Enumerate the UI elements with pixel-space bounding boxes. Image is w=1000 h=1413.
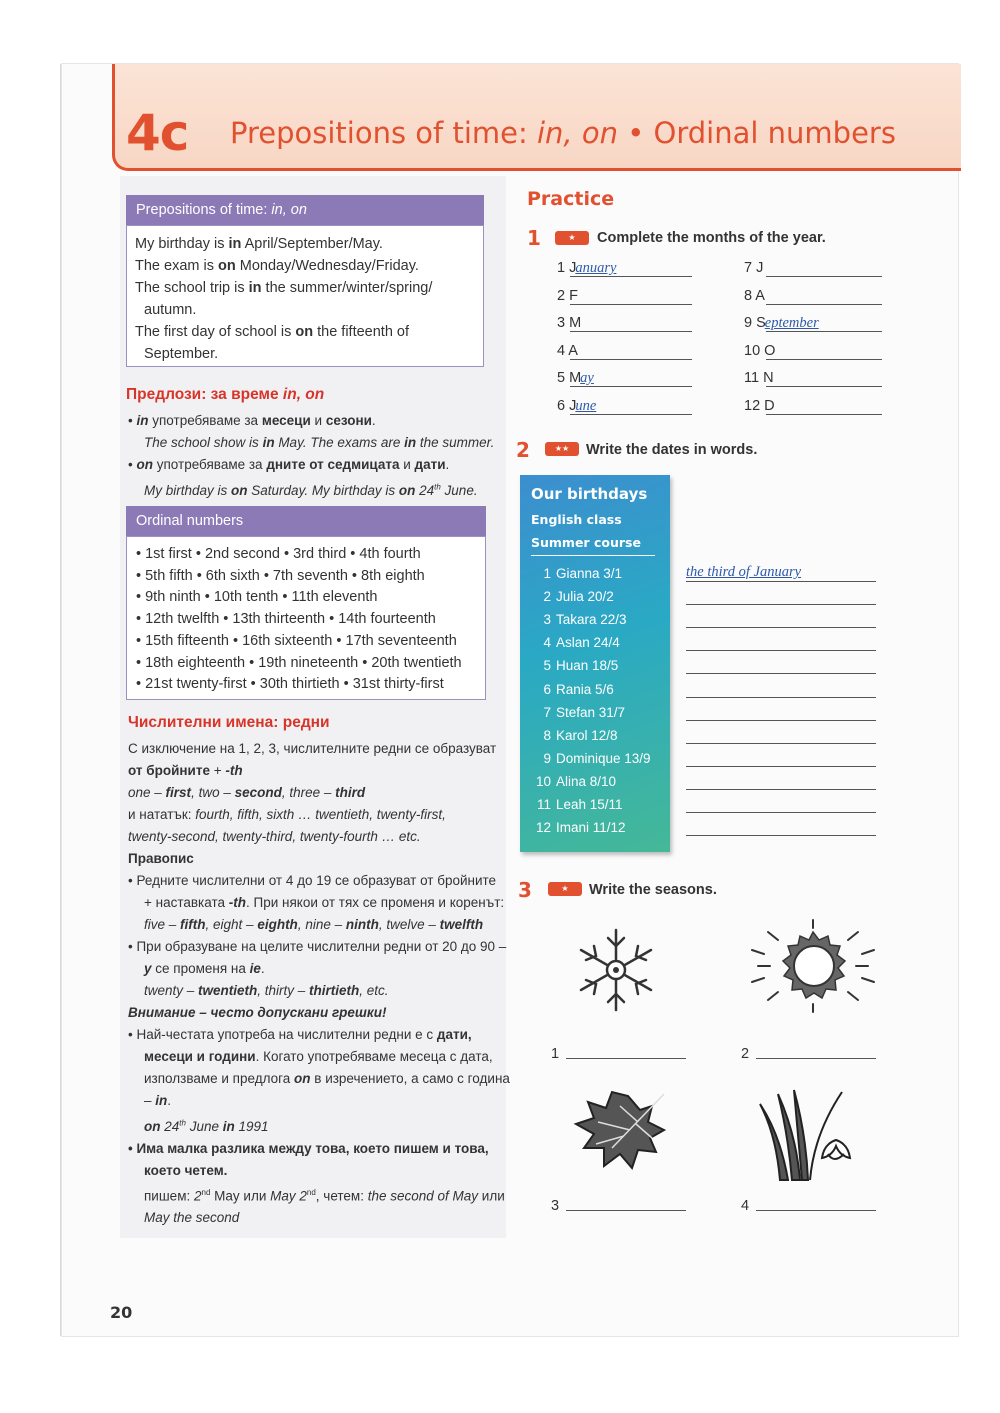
season-answer-blank[interactable] xyxy=(566,1210,686,1211)
birthday-text: Imani 11/12 xyxy=(556,820,626,836)
birthday-text: Dominique 13/9 xyxy=(556,750,651,766)
birthday-text: Gianna 3/1 xyxy=(556,566,623,581)
unit-number: 4c xyxy=(126,104,189,162)
birthday-text: Aslan 24/4 xyxy=(556,635,620,651)
answer-blank xyxy=(686,743,876,744)
season-answer-blank[interactable] xyxy=(566,1058,686,1059)
answer-blank xyxy=(570,276,692,277)
card-divider xyxy=(531,555,655,556)
example-line: The school trip is in the summer/winter/spring/ xyxy=(135,280,433,296)
birthday-number: 12 xyxy=(535,820,551,836)
month-answer[interactable]: eptember xyxy=(764,315,819,331)
date-answer[interactable]: the third of January xyxy=(686,564,802,580)
answer-blank xyxy=(570,386,692,387)
birthday-item xyxy=(531,682,661,697)
card-title: Our birthdays xyxy=(531,485,648,503)
answer-blank xyxy=(766,304,882,305)
month-label: 8 A xyxy=(744,287,765,304)
exercise-3-number: 3 xyxy=(518,878,532,902)
answer-blank xyxy=(766,331,882,332)
season-answer-blank[interactable] xyxy=(756,1058,876,1059)
prepositions-box-heading: Prepositions of time: in, on xyxy=(126,195,484,225)
month-label: 4 A xyxy=(557,342,578,359)
answer-blank xyxy=(686,673,876,674)
ordinal-line: • 5th fifth • 6th sixth • 7th seventh • 8th eighth xyxy=(136,567,425,584)
sun-icon xyxy=(748,918,878,1014)
exercise-1-instruction: Complete the months of the year. xyxy=(597,230,826,246)
season-answer-blank[interactable] xyxy=(756,1210,876,1211)
birthday-item xyxy=(531,635,661,650)
exercise-2-instruction: Write the dates in words. xyxy=(586,442,758,458)
birthday-number: 10 xyxy=(535,773,551,789)
season-number: 4 xyxy=(741,1198,750,1214)
birthday-text: Leah 15/11 xyxy=(556,797,623,812)
example-line: My birthday is in April/September/May. xyxy=(135,236,383,252)
birthday-number: 6 xyxy=(543,681,551,697)
season-number: 3 xyxy=(551,1198,560,1214)
birthday-number: 5 xyxy=(543,658,551,674)
month-label: 7 J xyxy=(744,260,764,276)
ordinal-line: • 15th fifteenth • 16th sixteenth • 17th seventeenth xyxy=(136,632,457,649)
bg-ordinals-notes: С изключение на 1, 2, 3, числителните редни се образуват от бройните + -th one – first, two – second, three – third и нататък: fourth, fifth, sixth … twentieth, twenty-first, twenty-second, twenty-third, twenty-fourth … etc. Правопис • Редните числителни от 4 до 19 се образуват от бройните + наставката -th. При някои от тях се променя и коренът: five – fifth, eight – eighth, nine – ninth, twelve – twelfth • При образуване на целите числителни редни от 20 до 90 – y се променя на ie. twenty – twentieth, thirty – thirtieth, etc. Внимание – често допускани грешки! • Най-честата употреба на числителни редни е с дати, месеци и години. Когато употребяваме месеца с дата, използваме и предлога on в изречението, а само с година – in. on 24th June in 1991 • Има малка разлика между това, което пишем и това, което четем. пишем: 2nd May или May 2nd, четем: the second of May или May the second xyxy=(128,741,510,1225)
month-label: 5 M xyxy=(557,370,582,386)
level-badge: ★★ xyxy=(545,442,579,456)
answer-blank xyxy=(686,604,876,605)
birthday-text: Alina 8/10 xyxy=(556,773,617,789)
birthday-number: 7 xyxy=(543,704,551,720)
birthday-text: Stefan 31/7 xyxy=(556,704,626,720)
month-label: 11 N xyxy=(744,370,774,386)
birthday-item xyxy=(531,820,661,835)
answer-blank xyxy=(766,359,882,360)
month-answer[interactable]: ay xyxy=(580,370,594,386)
example-line: The exam is on Monday/Wednesday/Friday. xyxy=(135,258,419,274)
answer-blank xyxy=(686,581,876,582)
month-answer[interactable]: anuary xyxy=(575,260,617,276)
card-subtitle: Summer course xyxy=(531,535,641,550)
season-number: 2 xyxy=(741,1046,750,1062)
answer-blank xyxy=(766,414,882,415)
ordinal-box-heading: Ordinal numbers xyxy=(126,506,486,536)
birthday-item xyxy=(531,728,661,743)
rule-line: • in употребяваме за месеци и сезони. xyxy=(128,413,376,428)
birthday-text: Rania 5/6 xyxy=(556,681,614,697)
answer-blank xyxy=(686,650,876,651)
exercise-3-instruction: Write the seasons. xyxy=(589,882,717,898)
answer-blank xyxy=(686,697,876,698)
birthday-item xyxy=(531,705,661,720)
birthday-item xyxy=(531,612,661,627)
snowflake-icon xyxy=(566,924,666,1016)
month-label: 12 D xyxy=(744,397,775,414)
birthday-number: 11 xyxy=(536,797,551,812)
rule-line: • on употребяваме за дните от седмицата и дати. xyxy=(128,457,450,472)
season-number: 1 xyxy=(551,1046,560,1062)
answer-blank xyxy=(766,386,882,387)
birthday-number: 3 xyxy=(543,612,551,628)
page-title: Prepositions of time: in, on • Ordinal numbers xyxy=(230,116,896,150)
birthday-text: Karol 12/8 xyxy=(556,727,618,743)
answer-blank xyxy=(686,720,876,721)
month-label: 10 O xyxy=(744,342,776,359)
bg-prepositions-title: Предлози: за време in, on xyxy=(126,386,325,403)
ordinal-line: • 18th eighteenth • 19th nineteenth • 20th twentieth xyxy=(136,654,462,671)
exercise-1-number: 1 xyxy=(527,226,541,250)
birthday-number: 8 xyxy=(543,727,551,743)
birthday-text: Julia 20/2 xyxy=(556,589,614,605)
answer-blank xyxy=(686,812,876,813)
rule-example: My birthday is on Saturday. My birthday is on 24th June. xyxy=(144,482,478,498)
practice-heading: Practice xyxy=(527,188,615,210)
bg-ordinals-title: Числителни имена: редни xyxy=(128,714,330,731)
bg-prepositions-notes xyxy=(128,410,494,502)
example-line: September. xyxy=(144,346,219,362)
ordinal-box xyxy=(126,536,486,700)
answer-blank xyxy=(686,766,876,767)
answer-blank xyxy=(570,304,692,305)
ordinal-line: • 1st first • 2nd second • 3rd third • 4th fourth xyxy=(136,546,421,562)
answer-blank xyxy=(570,359,692,360)
month-label: 2 F xyxy=(557,287,578,304)
answer-blank xyxy=(686,789,876,790)
answer-blank xyxy=(686,835,876,836)
answer-blank xyxy=(766,276,882,277)
answer-blank xyxy=(570,331,692,332)
birthday-item xyxy=(531,566,661,581)
birthday-item xyxy=(531,774,661,789)
month-label: 3 M xyxy=(557,315,582,331)
birthday-text: Huan 18/5 xyxy=(556,658,619,674)
snowdrop-icon xyxy=(754,1084,874,1184)
birthday-item xyxy=(531,751,661,766)
birthday-text: Takara 22/3 xyxy=(556,612,627,628)
birthday-number: 4 xyxy=(543,635,551,651)
level-badge: ★ xyxy=(555,231,589,245)
page-number: 20 xyxy=(110,1303,133,1322)
birthday-item xyxy=(531,797,661,812)
exercise-2-number: 2 xyxy=(516,438,530,462)
birthday-number: 1 xyxy=(543,566,551,581)
example-line: The first day of school is on the fifteenth of xyxy=(135,324,410,340)
birthday-item xyxy=(531,589,661,604)
month-label: 1 J xyxy=(557,260,577,276)
leaf-icon xyxy=(568,1086,672,1178)
level-badge: ★ xyxy=(548,882,582,896)
birthday-number: 2 xyxy=(543,589,551,605)
month-label: 9 S xyxy=(744,315,766,331)
card-subtitle: English class xyxy=(531,512,622,527)
prepositions-box xyxy=(126,225,484,367)
answer-blank xyxy=(570,414,692,415)
ordinal-line: • 21st twenty-first • 30th thirtieth • 31st thirty-first xyxy=(136,676,444,693)
birthday-number: 9 xyxy=(543,750,551,766)
rule-example: The school show is in May. The exams are in the summer. xyxy=(144,435,495,450)
answer-blank xyxy=(686,627,876,628)
birthdays-card xyxy=(520,475,670,852)
ordinal-line: • 12th twelfth • 13th thirteenth • 14th fourteenth xyxy=(136,611,436,628)
ordinal-line: • 9th ninth • 10th tenth • 11th eleventh xyxy=(136,589,378,606)
month-label: 6 J xyxy=(557,397,577,414)
month-answer[interactable]: une xyxy=(575,397,597,414)
example-line: autumn. xyxy=(144,302,197,318)
birthday-item xyxy=(531,658,661,673)
